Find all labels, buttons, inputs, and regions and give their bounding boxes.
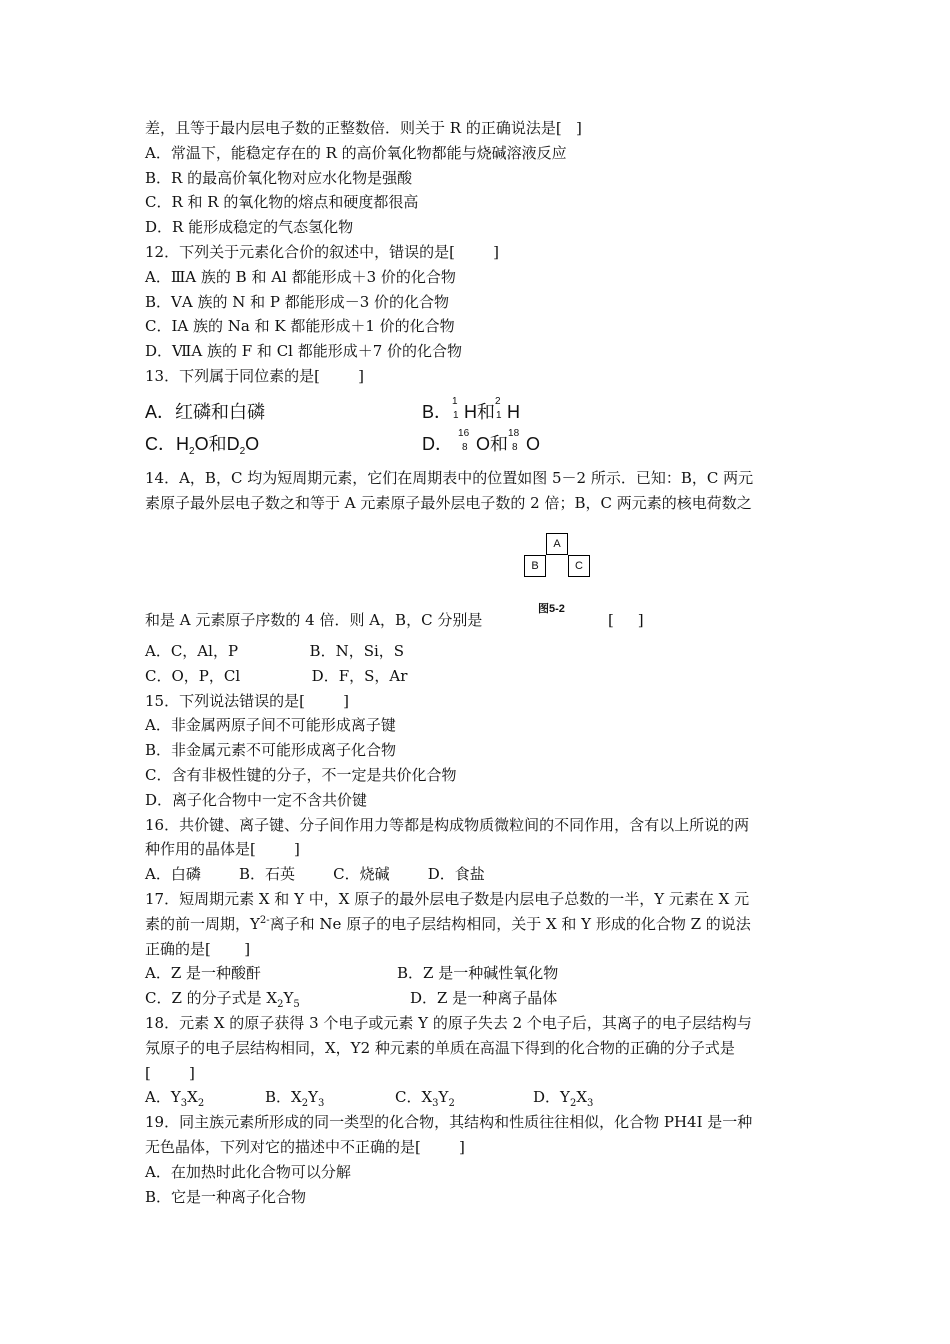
subscript: 2	[301, 1098, 309, 1110]
isotope-label-o16	[458, 428, 476, 454]
q15-stem: 15．下列说法错误的是[ ]	[145, 691, 349, 710]
q18-c-pre: C．X	[395, 1088, 433, 1107]
q17-options-ab	[145, 961, 825, 986]
q13-c-end: O	[245, 434, 260, 454]
q18-b-pre: B．X	[265, 1088, 302, 1107]
q17-option-a: A．Z 是一种酸酐	[145, 964, 262, 983]
subscript: 2	[189, 446, 195, 457]
subscript: 3	[432, 1098, 439, 1110]
q17-stem-line2	[145, 912, 825, 937]
subscript: 2	[448, 1098, 455, 1110]
q14-stem-line3: 和是 A 元素原子序数的 4 倍．则 A，B，C 分别是	[145, 611, 483, 629]
q17-line2-a: 素的前一周期，Y	[145, 914, 260, 933]
q18-option-c	[395, 1085, 533, 1110]
subscript: 3	[587, 1098, 594, 1110]
mass-number: 1	[452, 396, 458, 407]
mass-number: 18	[508, 428, 520, 439]
q18-d-pre: D．Y	[533, 1088, 570, 1107]
isotope-label-o18	[508, 428, 526, 454]
q13-option-d	[422, 430, 540, 456]
q13-b-prefix: B．	[422, 402, 453, 422]
q13-d-prefix: D．	[422, 434, 453, 454]
q13-stem: 13．下列属于同位素的是[ ]	[145, 366, 364, 385]
q11-option-b: B．R 的最高价氧化物对应水化物是强酸	[145, 168, 413, 187]
q18-stem-line2: 氖原子的电子层结构相同，X，Y2 种元素的单质在高温下得到的化合物的正确的分子式是	[145, 1038, 735, 1057]
q18-c-m: Y	[438, 1088, 449, 1107]
q18-a-pre: A．Y	[145, 1088, 181, 1107]
q11-option-a: A．常温下，能稳定存在的 R 的高价氧化物都能与烧碱溶液反应	[145, 143, 567, 162]
mass-number: 16	[458, 428, 470, 439]
atomic-number: 8	[462, 442, 468, 453]
q18-option-a	[145, 1085, 265, 1110]
subscript: 2	[239, 446, 246, 457]
q14-stem-line2: 素原子最外层电子数之和等于 A 元素原子最外层电子数的 2 倍；B，C 两元素的核电荷数之	[145, 494, 752, 512]
q18-option-b	[265, 1085, 395, 1110]
q11-stem-tail: 差，且等于最内层电子数的正整数倍．则关于 R 的正确说法是[ ]	[145, 119, 582, 137]
q18-option-d	[533, 1085, 593, 1110]
q13-option-a: A．红磷和白磷	[145, 402, 266, 422]
cell-b: B	[524, 555, 546, 577]
q17-option-b: B．Z 是一种碱性氧化物	[397, 964, 559, 983]
q18-stem-line1: 18．元素 X 的原子获得 3 个电子或元素 Y 的原子失去 2 个电子后，其离子的电子层结构与	[145, 1013, 752, 1032]
atomic-number: 8	[512, 442, 518, 453]
q16-options: A．白磷 B．石英 C．烧碱 D．食盐	[145, 865, 485, 884]
q18-a-m: X	[187, 1088, 198, 1107]
q13-c-mid: O和D	[194, 434, 240, 454]
q18-options	[145, 1085, 825, 1110]
q15-option-a: A．非金属两原子间不可能形成离子键	[145, 716, 396, 735]
element-h: H	[507, 402, 521, 422]
q14-answer-bracket: [ ]	[608, 611, 644, 629]
q16-stem-line2: 种作用的晶体是[ ]	[145, 840, 300, 859]
q17-option-d: D．Z 是一种离子晶体	[410, 989, 558, 1008]
q11-option-c: C．R 和 R 的氧化物的熔点和硬度都很高	[145, 193, 419, 212]
q12-option-c: C．ⅠA 族的 Na 和 K 都能形成＋1 价的化合物	[145, 317, 455, 336]
isotope-label-2	[495, 396, 507, 422]
element-o: O	[476, 434, 491, 454]
q17-c-text: C．Z 的分子式是 X	[145, 989, 278, 1008]
q15-option-b: B．非金属元素不可能形成离子化合物	[145, 741, 397, 760]
q12-option-d: D．ⅦA 族的 F 和 Cl 都能形成＋7 价的化合物	[145, 342, 463, 361]
subscript: 5	[293, 999, 300, 1011]
isotope-label-1	[452, 396, 464, 422]
element-o: O	[526, 434, 541, 454]
cell-a: A	[546, 533, 568, 555]
mass-number: 2	[495, 396, 501, 407]
subscript: 3	[180, 1098, 188, 1110]
atomic-number: 1	[496, 410, 502, 421]
subscript: 2	[197, 1098, 205, 1110]
q15-option-d: D．离子化合物中一定不含共价键	[145, 790, 368, 809]
q18-d-m: X	[576, 1088, 587, 1107]
q19-stem-line1: 19．同主族元素所形成的同一类型的化合物，其结构和性质往往相似，化合物 PH4I 是一种	[145, 1113, 753, 1132]
q14-options-cd: C．O，P，Cl D．F，S，Ar	[145, 666, 408, 685]
q17-options-cd	[145, 986, 825, 1011]
q17-line2-b: 离子和 Ne 原子的电子层结构相同，关于 X 和 Y 形成的化合物 Z 的说法	[269, 914, 751, 933]
q13-option-b	[422, 398, 520, 424]
q16-stem-line1: 16．共价键、离子键、分子间作用力等都是构成物质微粒间的不同作用，含有以上所说的两	[145, 815, 750, 834]
q13-c-prefix: C．H	[145, 434, 189, 454]
q12-stem: 12．下列关于元素化合价的叙述中，错误的是[ ]	[145, 242, 499, 261]
q18-b-m: Y	[308, 1088, 318, 1107]
q19-option-b: B．它是一种离子化合物	[145, 1187, 307, 1206]
conjunction: 和	[490, 434, 509, 454]
ion-charge: 2-	[259, 914, 270, 926]
figure-caption: 图5-2	[538, 603, 565, 615]
q14-options-ab: A．C，Al，P B．N，Si，S	[145, 642, 405, 660]
q18-stem-line3: [ ]	[145, 1063, 195, 1082]
q12-option-b: B．ⅤA 族的 N 和 P 都能形成－3 价的化合物	[145, 292, 450, 311]
cell-c: C	[568, 555, 590, 577]
atomic-number: 1	[453, 410, 459, 421]
q19-stem-line2: 无色晶体，下列对它的描述中不正确的是[ ]	[145, 1137, 465, 1156]
q17-stem-line1: 17．短周期元素 X 和 Y 中，X 原子的最外层电子数是内层电子总数的一半，Y 元素在 X 元	[145, 889, 750, 908]
q13-option-c	[145, 430, 259, 456]
q12-option-a: A．ⅢA 族的 B 和 Al 都能形成＋3 价的化合物	[145, 267, 456, 286]
q19-option-a: A．在加热时此化合物可以分解	[145, 1162, 351, 1181]
q14-stem-line1: 14．A，B，C 均为短周期元素，它们在周期表中的位置如图 5－2 所示．已知：B，C 两元	[145, 469, 754, 487]
q11-option-d: D．R 能形成稳定的气态氢化物	[145, 218, 354, 237]
q15-option-c: C．含有非极性键的分子，不一定是共价化合物	[145, 765, 457, 784]
document-page	[145, 116, 815, 389]
element-h: H	[464, 402, 478, 422]
q17-stem-line3: 正确的是[ ]	[145, 939, 251, 958]
subscript: 3	[317, 1098, 325, 1110]
q17-option-c	[145, 986, 410, 1011]
subscript: 2	[569, 1098, 577, 1110]
q14-to-q18-block	[145, 639, 825, 1209]
subscript: 2	[277, 999, 284, 1011]
conjunction: 和	[477, 402, 496, 422]
q17-c-y: Y	[283, 989, 294, 1008]
